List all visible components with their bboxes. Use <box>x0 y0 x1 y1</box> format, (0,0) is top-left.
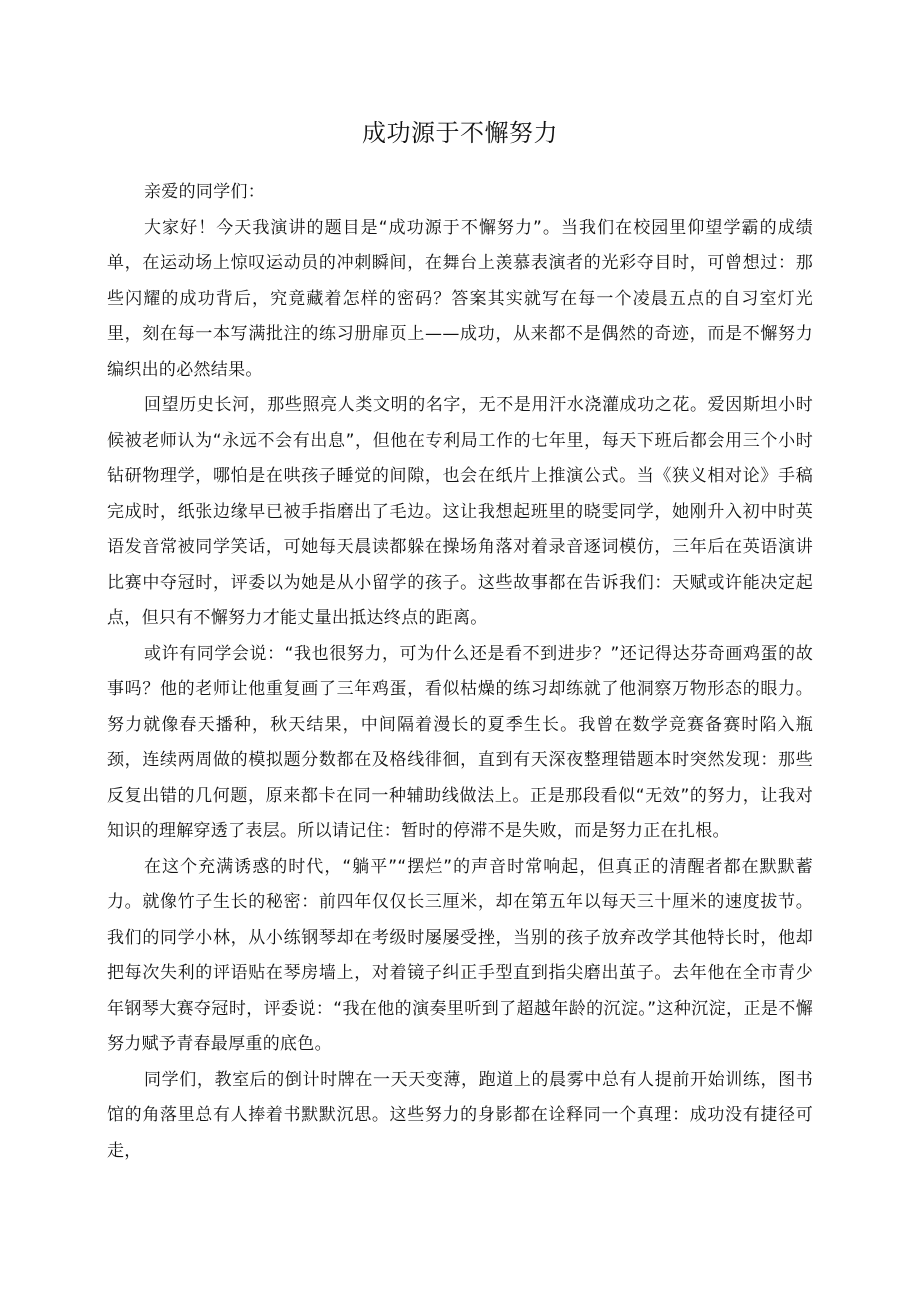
paragraph: 在这个充满诱惑的时代，“躺平”“摆烂”的声音时常响起，但真正的清醒者都在默默蓄力。就像竹子生长的秘密：前四年仅仅长三厘米，却在第五年以每天三十厘米的速度拔节。我们的同学小林，从小练钢琴却在考级时屡屡受挫，当别的孩子放弃改学其他特长时，他却把每次失利的评语贴在琴房墙上，对着镜子纠正手型直到指尖磨出茧子。去年他在全市青少年钢琴大赛夺冠时，评委说：“我在他的演奏里听到了超越年龄的沉淀。”这种沉淀，正是不懈努力赋予青春最厚重的底色。 <box>107 856 813 1054</box>
paragraph: 同学们，教室后的倒计时牌在一天天变薄，跑道上的晨雾中总有人提前开始训练，图书馆的角落里总有人捧着书默默沉思。这些努力的身影都在诠释同一个真理：成功没有捷径可走， <box>107 1069 813 1161</box>
document-title: 成功源于不懈努力 <box>362 119 558 147</box>
paragraph: 大家好！今天我演讲的题目是“成功源于不懈努力”。当我们在校园里仰望学霸的成绩单，在运动场上惊叹运动员的冲刺瞬间，在舞台上羡慕表演者的光彩夺目时，可曾想过：那些闪耀的成功背后，究竟藏着怎样的密码？答案其实就写在每一个凌晨五点的自习室灯光里，刻在每一本写满批注的练习册扉页上——成功，从来都不是偶然的奇迹，而是不懈努力编织出的必然结果。 <box>107 217 813 380</box>
salutation: 亲爱的同学们： <box>144 182 266 202</box>
document-body <box>107 175 813 1169</box>
paragraph: 回望历史长河，那些照亮人类文明的名字，无不是用汗水浇灌成功之花。爱因斯坦小时候被老师认为“永远不会有出息”，但他在专利局工作的七年里，每天下班后都会用三个小时钻研物理学，哪怕是在哄孩子睡觉的间隙，也会在纸片上推演公式。当《狭义相对论》手稿完成时，纸张边缘早已被手指磨出了毛边。这让我想起班里的晓雯同学，她刚升入初中时英语发音常被同学笑话，可她每天晨读都躲在操场角落对着录音逐词模仿，三年后在英语演讲比赛中夺冠时，评委以为她是从小留学的孩子。这些故事都在告诉我们：天赋或许能决定起点，但只有不懈努力才能丈量出抵达终点的距离。 <box>107 395 813 628</box>
paragraph: 或许有同学会说：“我也很努力，可为什么还是看不到进步？”还记得达芬奇画鸡蛋的故事吗？他的老师让他重复画了三年鸡蛋，看似枯燥的练习却练就了他洞察万物形态的眼力。努力就像春天播种，秋天结果，中间隔着漫长的夏季生长。我曾在数学竞赛备赛时陷入瓶颈，连续两周做的模拟题分数都在及格线徘徊，直到有天深夜整理错题本时突然发现：那些反复出错的几何题，原来都卡在同一种辅助线做法上。正是那段看似“无效”的努力，让我对知识的理解穿透了表层。所以请记住：暂时的停滞不是失败，而是努力正在扎根。 <box>107 643 813 841</box>
